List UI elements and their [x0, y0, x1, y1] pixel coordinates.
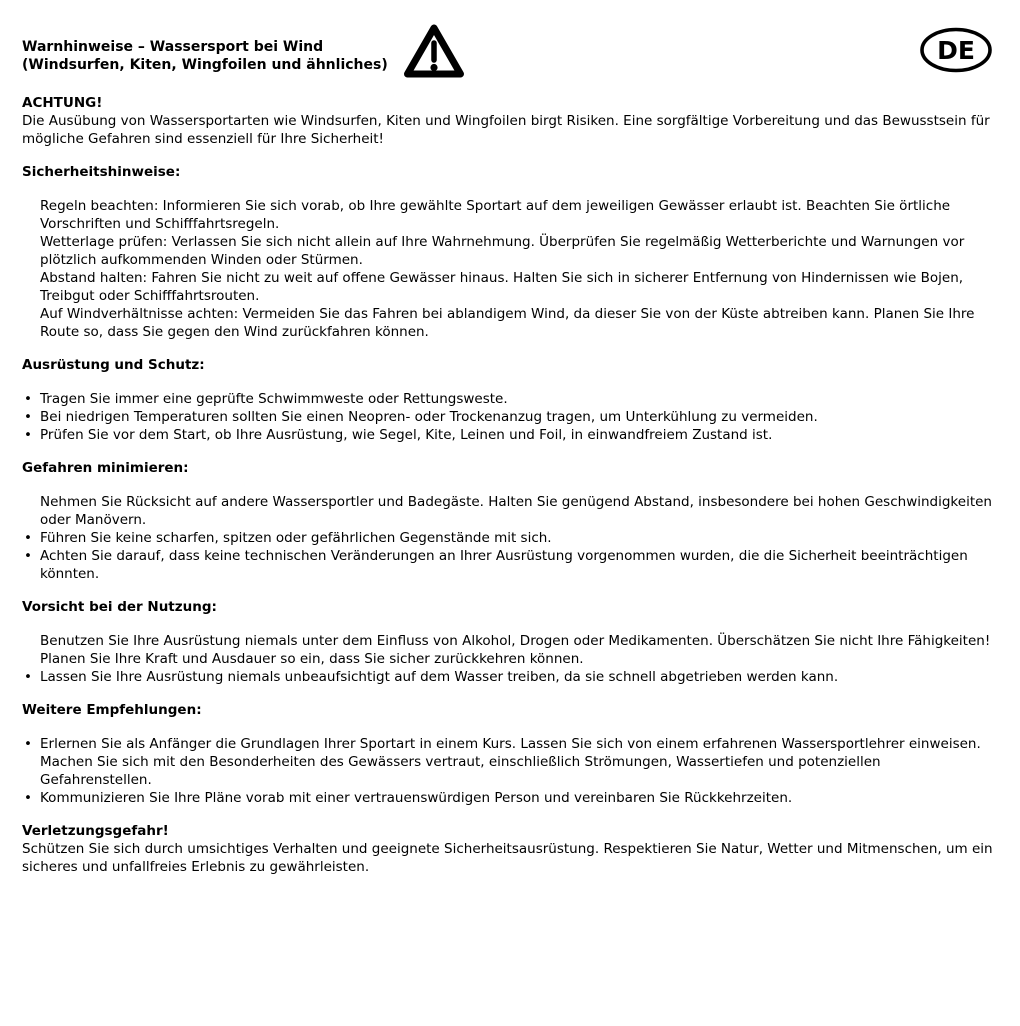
section-heading: Gefahren minimieren:	[22, 460, 189, 476]
list-item-text: Auf Windverhältnisse achten: Vermeiden Sie das Fahren bei ablandigem Wind, da dieser Sie von der Küste abtreiben kann. Planen Sie Ihre Route so, dass Sie gegen den Wind zurückfahren können.	[40, 306, 975, 340]
list-item-text: Regeln beachten: Informieren Sie sich vorab, ob Ihre gewählte Sportart auf dem jeweiligen Gewässer erlaubt ist. Beachten Sie örtliche Vorschriften und Schifffahrtsregeln.	[40, 198, 951, 232]
list-item-text: Achten Sie darauf, dass keine technischen Veränderungen an Ihrer Ausrüstung vorgenommen wurden, die die Sicherheit beeinträchtigen könnten.	[40, 548, 968, 582]
section-vorsicht-bei-der-nutzung	[22, 598, 994, 686]
language-badge	[918, 26, 994, 79]
section-item-list	[22, 632, 994, 686]
bullet-icon: •	[24, 736, 32, 752]
list-item-plain	[22, 493, 994, 529]
list-item-bullet	[22, 408, 994, 426]
section-achtung	[22, 94, 994, 148]
list-item-text: Führen Sie keine scharfen, spitzen oder gefährlichen Gegenstände mit sich.	[40, 530, 552, 546]
list-item-text: Bei niedrigen Temperaturen sollten Sie einen Neopren- oder Trockenanzug tragen, um Unterkühlung zu vermeiden.	[40, 409, 818, 425]
section-sicherheitshinweise	[22, 163, 994, 341]
document-body	[22, 94, 994, 876]
list-item-plain	[22, 753, 994, 789]
section-weitere-empfehlungen	[22, 701, 994, 807]
section-heading: Ausrüstung und Schutz:	[22, 357, 205, 373]
section-heading: Sicherheitshinweise:	[22, 164, 181, 180]
list-item-plain	[22, 632, 994, 668]
list-item-text: Kommunizieren Sie Ihre Pläne vorab mit einer vertrauenswürdigen Person und vereinbaren Sie Rückkehrzeiten.	[40, 790, 793, 806]
list-item-text: Machen Sie sich mit den Besonderheiten des Gewässers vertraut, einschließlich Strömungen, Wassertiefen und potenziellen Gefahrenstellen.	[40, 754, 881, 788]
list-item-text: Wetterlage prüfen: Verlassen Sie sich nicht allein auf Ihre Wahrnehmung. Überprüfen Sie regelmäßig Wetterberichte und Warnungen vor plötzlich aufkommenden Winden oder Stürmen.	[40, 234, 965, 268]
list-item-text: Nehmen Sie Rücksicht auf andere Wassersportler und Badegäste. Halten Sie genügend Abstand, insbesondere bei hohen Geschwindigkeiten oder Manövern.	[40, 494, 992, 528]
bullet-icon: •	[24, 391, 32, 407]
language-badge-label: DE	[937, 36, 975, 65]
bullet-icon: •	[24, 427, 32, 443]
list-item-bullet	[22, 390, 994, 408]
section-heading: ACHTUNG!	[22, 95, 103, 111]
list-item-bullet	[22, 789, 994, 807]
title-line-1: Warnhinweise – Wassersport bei Wind	[22, 39, 324, 55]
list-item-bullet	[22, 668, 994, 686]
document-header	[22, 38, 994, 74]
bullet-icon: •	[24, 409, 32, 425]
section-ausruestung-und-schutz	[22, 356, 994, 444]
section-heading: Verletzungsgefahr!	[22, 823, 169, 839]
section-item-list	[22, 390, 994, 444]
list-item-plain	[22, 269, 994, 305]
bullet-icon: •	[24, 669, 32, 685]
list-item-text: Lassen Sie Ihre Ausrüstung niemals unbeaufsichtigt auf dem Wasser treiben, da sie schnell abgetrieben werden kann.	[40, 669, 839, 685]
section-gefahren-minimieren	[22, 459, 994, 583]
title-line-2: (Windsurfen, Kiten, Wingfoilen und ähnliches)	[22, 57, 388, 73]
list-item-text: Erlernen Sie als Anfänger die Grundlagen Ihrer Sportart in einem Kurs. Lassen Sie sich von einem erfahrenen Wassersportlehrer einweisen.	[40, 736, 981, 752]
list-item-text: Prüfen Sie vor dem Start, ob Ihre Ausrüstung, wie Segel, Kite, Leinen und Foil, in einwandfreiem Zustand ist.	[40, 427, 773, 443]
document-title	[22, 38, 994, 74]
list-item-bullet	[22, 426, 994, 444]
section-heading: Vorsicht bei der Nutzung:	[22, 599, 217, 615]
list-item-plain	[22, 305, 994, 341]
list-item-plain	[22, 233, 994, 269]
list-item-text: Abstand halten: Fahren Sie nicht zu weit auf offene Gewässer hinaus. Halten Sie sich in sicherer Entfernung von Hindernissen wie Bojen, Treibgut oder Schifffahrtsrouten.	[40, 270, 964, 304]
section-heading: Weitere Empfehlungen:	[22, 702, 202, 718]
list-item-text: Benutzen Sie Ihre Ausrüstung niemals unter dem Einfluss von Alkohol, Drogen oder Medikamenten. Überschätzen Sie nicht Ihre Fähigkeiten! Planen Sie Ihre Kraft und Ausdauer so ein, dass Sie sicher zurückkehren können.	[40, 633, 991, 667]
warning-triangle-icon	[402, 21, 466, 86]
section-item-list	[22, 493, 994, 583]
list-item-bullet	[22, 547, 994, 583]
list-item-plain	[22, 197, 994, 233]
section-body-text: Die Ausübung von Wassersportarten wie Windsurfen, Kiten und Wingfoilen birgt Risiken. Eine sorgfältige Vorbereitung und das Bewusstsein für mögliche Gefahren sind essenziell für Ihre Sicherheit!	[22, 113, 990, 147]
list-item-bullet	[22, 529, 994, 547]
bullet-icon: •	[24, 790, 32, 806]
bullet-icon: •	[24, 548, 32, 564]
bullet-icon: •	[24, 530, 32, 546]
section-item-list	[22, 735, 994, 807]
section-item-list	[22, 197, 994, 341]
list-item-bullet	[22, 735, 994, 753]
list-item-text: Tragen Sie immer eine geprüfte Schwimmweste oder Rettungsweste.	[40, 391, 508, 407]
section-verletzungsgefahr	[22, 822, 994, 876]
section-body-text: Schützen Sie sich durch umsichtiges Verhalten und geeignete Sicherheitsausrüstung. Respektieren Sie Natur, Wetter und Mitmenschen, um ein sicheres und unfallfreies Erlebnis zu gewährleisten.	[22, 841, 993, 875]
